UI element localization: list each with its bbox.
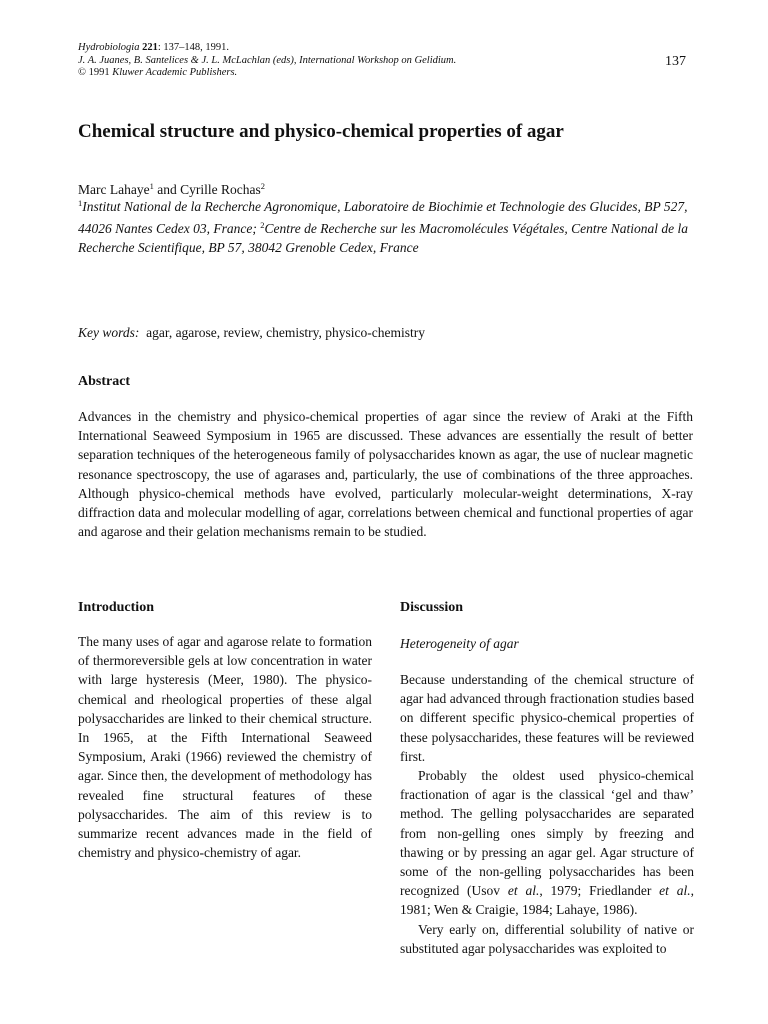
discussion-paragraph	[400, 766, 694, 920]
paper-title: Chemical structure and physico-chemical properties of agar	[78, 121, 564, 142]
affil-mark: 1	[78, 198, 83, 208]
copyright-year: 1991	[88, 67, 110, 78]
journal-volume: 221	[142, 42, 158, 53]
discussion-text	[400, 670, 694, 958]
abstract-text: Advances in the chemistry and physico-chemical properties of agar since the review of Araki at the Fifth International Seaweed Symposium in 1965 are discussed. These advances are essentially the result of better separation techniques of the heterogeneous family of polysaccharides known as agar, the use of nuclear magnetic resonance spectroscopy, the use of agarases and, particularly, the use of combinations of the three approaches. Although physico-chemical methods have evolved, particularly molecular-weight determinations, X-ray diffraction data and molecular modelling of agar, correlations between chemical and functional properties of agar and agarose and their gelation mechanisms remain to be studied.	[78, 409, 693, 540]
author-conjunction: and	[157, 182, 177, 197]
abstract-heading: Abstract	[78, 374, 131, 389]
affiliation-2: Centre de Recherche sur les Macromolécules Végétales, Centre National de la Recherche Scientifique, BP 57, 38042 Grenoble Cedex, France	[78, 221, 688, 255]
discussion-subheading: Heterogeneity of agar	[400, 636, 519, 651]
page-number: 137	[665, 54, 686, 69]
editors-line: J. A. Juanes, B. Santelices & J. L. McLachlan (eds), International Workshop on Gelidium.	[78, 54, 457, 66]
journal-name: Hydrobiologia	[78, 42, 140, 53]
keywords-text: agar, agarose, review, chemistry, physico-chemistry	[146, 325, 425, 340]
citation-line	[78, 42, 456, 55]
publisher: Kluwer Academic Publishers.	[112, 67, 238, 78]
discussion-paragraph: Very early on, differential solubility of native or substituted agar polysaccharides was exploited to	[400, 921, 694, 956]
text-span: Probably the oldest used physico-chemical fractionation of agar is the classical ‘gel and thaw’ method. The gelling polysaccharides are separated from non-gelling ones simply by freezing and thawing or by pressing an agar gel. Agar structure of some of the non-gelling polysaccharides has been recognized (Usov	[400, 768, 694, 899]
author-affil-mark: 1	[149, 181, 154, 191]
text-span: , 1981; Wen & Craigie, 1984; Lahaye, 1986).	[400, 883, 694, 918]
keywords-label: Key words:	[78, 325, 140, 340]
journal-header	[78, 42, 456, 80]
author-name: Cyrille Rochas	[180, 182, 261, 197]
discussion-paragraph: Because understanding of the chemical structure of agar had advanced through fractionation studies based on different specific physico-chemical properties of these polysaccharides, these features will be reviewed first.	[400, 672, 694, 764]
author-name: Marc Lahaye	[78, 182, 150, 197]
etal-italic: et al.	[659, 883, 691, 899]
affiliation-1: Institut National de la Recherche Agronomique, Laboratoire de Biochimie et Technologie des Glucides, BP 527, 44026 Nantes Cedex 03, France;	[78, 199, 688, 236]
discussion-heading: Discussion	[400, 600, 464, 615]
affiliations	[78, 194, 698, 257]
author-affil-mark: 2	[260, 181, 265, 191]
text-span: , 1979; Friedlander	[539, 883, 660, 899]
copyright-symbol: ©	[78, 67, 86, 78]
etal-italic: et al.	[507, 883, 540, 899]
keywords	[78, 325, 425, 341]
introduction-heading: Introduction	[78, 600, 154, 615]
affil-mark: 2	[260, 220, 265, 230]
introduction-text: The many uses of agar and agarose relate to formation of thermoreversible gels at low concentration in water with large hysteresis (Meer, 1980). The physico-chemical and rheological properties of these algal polysaccharides are linked to their chemical structure. In 1965, at the Fifth International Seaweed Symposium, Araki (1966) reviewed the chemistry of agar. Since then, the development of methodology has revealed fine structural features of these polysaccharides. The aim of this review is to summarize recent advances made in the field of chemistry and physico-chemistry of agar.	[78, 634, 372, 861]
journal-pages: : 137–148, 1991.	[157, 42, 229, 53]
copyright-line	[78, 67, 456, 80]
